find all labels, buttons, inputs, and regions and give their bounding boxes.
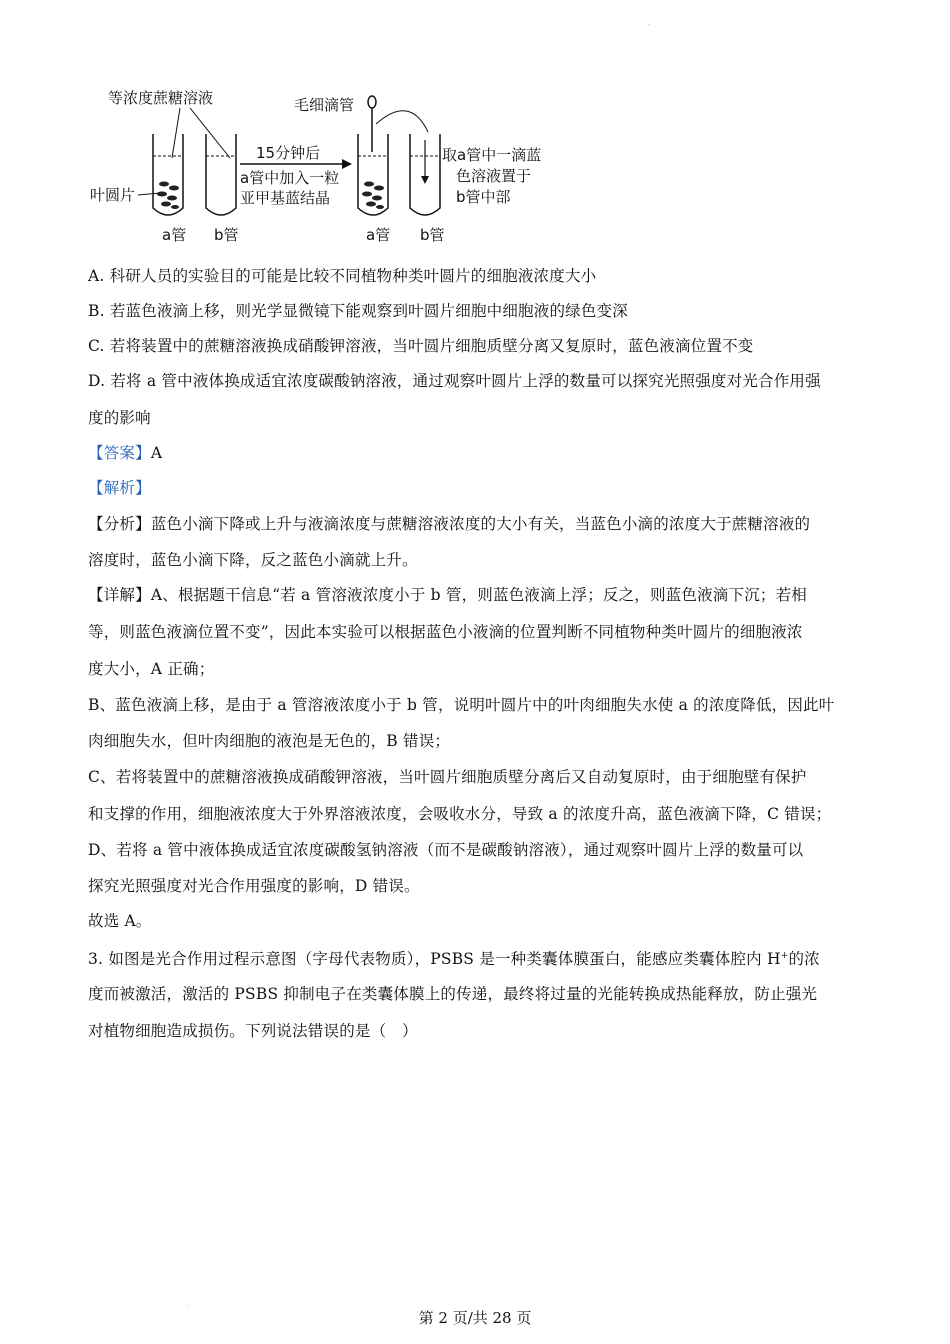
note-line-2: 色溶液置于 — [456, 167, 532, 185]
option-d-line-1: D. 若将 a 管中液体换成适宜浓度碳酸钠溶液，通过观察叶圆片上浮的数量可以探究光照强度对光合作用强 — [88, 372, 821, 390]
arrow-text-3: 亚甲基蓝结晶 — [240, 189, 331, 207]
pointer-line — [138, 193, 160, 195]
fenxi-line-1 — [88, 514, 810, 534]
arrow-text-2: a管中加入一粒 — [240, 169, 340, 187]
xiangjie-text-1: A、根据题干信息“若 a 管溶液浓度小于 b 管，则蓝色液滴上浮；反之，则蓝色液滴下沉；若相 — [150, 586, 808, 604]
answer-value: A — [150, 444, 163, 462]
xiangjie-line-1 — [88, 585, 807, 605]
pointer-line — [190, 108, 230, 158]
label-tube-b: b管 — [214, 226, 239, 244]
option-d-line-2: 度的影响 — [88, 409, 151, 427]
answer-row — [88, 443, 162, 463]
fenxi-line-2: 溶度时，蓝色小滴下降，反之蓝色小滴就上升。 — [88, 551, 418, 569]
scan-dot: · — [648, 22, 650, 29]
label-solution: 等浓度蔗糖溶液 — [108, 89, 214, 107]
fenxi-tag: 【分析】 — [88, 515, 151, 533]
xiangjie-line-10: 故选 A。 — [88, 912, 152, 930]
fenxi-text-1: 蓝色小滴下降或上升与液滴浓度与蔗糖溶液浓度的大小有关，当蓝色小滴的浓度大于蔗糖溶液的 — [150, 515, 811, 533]
note-line-1: 取a管中一滴蓝 — [442, 146, 542, 164]
option-b: B. 若蓝色液滴上移，则光学显微镜下能观察到叶圆片细胞中细胞液的绿色变深 — [88, 302, 628, 320]
xiangjie-line-6: C、若将装置中的蔗糖溶液换成硝酸钾溶液，当叶圆片细胞质壁分离后又自动复原时，由于细胞壁有保护 — [88, 768, 807, 786]
arrow-text-1: 15分钟后 — [256, 144, 321, 162]
q3-text-1b: 的浓 — [788, 950, 820, 969]
option-a: A. 科研人员的实验目的可能是比较不同植物种类叶圆片的细胞液浓度大小 — [88, 267, 597, 285]
pointer-line — [172, 108, 180, 158]
q3-line-2: 度而被激活，激活的 PSBS 抑制电子在类囊体膜上的传递，最终将过量的光能转换成热能释放，防止强光 — [88, 985, 818, 1003]
tube-a-right — [358, 134, 388, 215]
tube-b-right — [410, 134, 440, 215]
page-footer: 第 2 页/共 28 页 — [418, 1309, 532, 1327]
q3-superscript: + — [780, 951, 789, 961]
xiangjie-line-5: 肉细胞失水，但叶肉细胞的液泡是无色的，B 错误； — [88, 732, 451, 750]
xiangjie-line-2: 等，则蓝色液滴位置不变”，因此本实验可以根据蓝色小液滴的位置判断不同植物种类叶圆片的细胞液浓 — [88, 623, 803, 641]
q3-line-1 — [88, 946, 820, 969]
xiangjie-line-8: D、若将 a 管中液体换成适宜浓度碳酸氢钠溶液（而不是碳酸钠溶液），通过观察叶圆片上浮的数量可以 — [88, 841, 804, 859]
label-leaf-disc: 叶圆片 — [90, 186, 136, 204]
option-c: C. 若将装置中的蔗糖溶液换成硝酸钾溶液，当叶圆片细胞质壁分离又复原时，蓝色液滴位置不变 — [88, 337, 754, 355]
xiangjie-line-3: 度大小，A 正确； — [88, 660, 215, 678]
xiangjie-line-9: 探究光照强度对光合作用强度的影响，D 错误。 — [88, 877, 420, 895]
xiangjie-line-4: B、蓝色液滴上移，是由于 a 管溶液浓度小于 b 管，说明叶圆片中的叶肉细胞失水使 a 的浓度降低，因此叶 — [88, 696, 835, 714]
experiment-figure — [80, 80, 570, 250]
label-tube-b-2: b管 — [420, 226, 445, 244]
note-line-3: b管中部 — [456, 188, 511, 206]
q3-line-3: 对植物细胞造成损伤。下列说法错误的是（ ） — [88, 1022, 418, 1040]
capillary-dropper — [368, 96, 428, 152]
tube-a-left — [153, 134, 183, 215]
scan-dot: · — [188, 1303, 190, 1310]
xiangjie-tag: 【详解】 — [88, 586, 151, 604]
analysis-row — [88, 478, 151, 498]
xiangjie-line-7: 和支撑的作用，细胞液浓度大于外界溶液浓度，会吸收水分，导致 a 的浓度升高，蓝色液滴下降，C 错误； — [88, 805, 832, 823]
label-tube-a-2: a管 — [366, 226, 391, 244]
q3-text-1a: 3. 如图是光合作用过程示意图（字母代表物质），PSBS 是一种类囊体膜蛋白，能感应类囊体腔内 H — [88, 950, 781, 969]
answer-tag: 【答案】 — [88, 444, 151, 462]
label-capillary: 毛细滴管 — [294, 96, 355, 114]
arrow-head — [342, 159, 352, 169]
analysis-tag: 【解析】 — [88, 479, 151, 497]
label-tube-a: a管 — [162, 226, 187, 244]
